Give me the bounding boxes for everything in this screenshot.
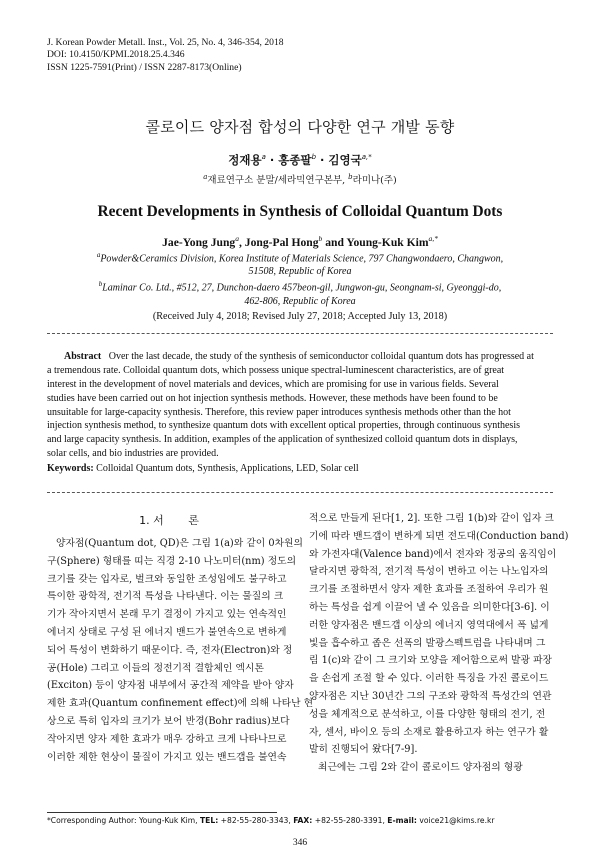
keywords-text: Colloidal Quantum dots, Synthesis, Applications, LED, Solar cell (96, 463, 359, 474)
author-separator: and (322, 235, 347, 249)
keywords (47, 463, 553, 474)
body-column-left (47, 510, 314, 766)
body-column-right (309, 510, 569, 777)
body-line: 양자점은 지난 30년간 그의 구조와 광학적 특성간의 연관 (309, 690, 552, 702)
english-title: Recent Developments in Synthesis of Colloidal Quantum Dots (97, 203, 503, 220)
body-line: 자, 센서, 바이오 등의 소재로 활용하고자 하는 연구가 활 (309, 726, 549, 738)
korean-authors (0, 152, 600, 168)
body-line: 달라지면 광학적, 전기적 특성이 변하고 이는 나노입자의 (309, 566, 549, 578)
body-line: 에너지 상태로 구성 된 에너지 밴드가 불연속으로 변하게 (47, 626, 287, 638)
body-line: 제한 효과(Quantum confinement effect)에 의해 나타난 현 (47, 698, 314, 710)
body-line: 되어 특성이 변화하기 때문이다. 즉, 전자(Electron)와 정 (47, 644, 293, 656)
body-line: 러한 양자점은 밴드갭 이상의 에너지 영역대에서 폭 넓게 (309, 619, 549, 631)
body-line: 공(Hole) 그리고 이들의 정전기적 결합체인 엑시톤 (47, 662, 264, 674)
english-affiliations (80, 249, 520, 308)
affiliation-b-line (80, 278, 520, 294)
author-name: 홍종팔 (278, 153, 312, 167)
affiliation-b-line2: 462-806, Republic of Korea (244, 295, 356, 307)
author-sup: b (311, 153, 317, 162)
abstract-line: unsuitable for large-capacity synthesis. Therefore, this review paper introduces synthesis methods other than the hot (47, 406, 511, 418)
abstract-line: interest in the development of novel materials and devices, which are promising for use in various fields. Several (47, 378, 499, 390)
received-dates: (Received July 4, 2018; Revised July 27, 2018; Accepted July 13, 2018) (152, 311, 448, 322)
body-line: 기가 작아지면서 본래 무기 결정이 가지고 있는 연속적인 (47, 609, 287, 621)
affil-sup: b (348, 172, 353, 181)
body-line: 하는 특성을 쉽게 이끌어 낼 수 있음을 의미한다[3-6]. 이 (309, 601, 550, 613)
affiliation-b-text: Laminar Co. Ltd., #512, 27, Dunchon-daero 457beon-gil, Jungwon-gu, Seongnam-si, Gyeonggi-do, (102, 282, 502, 294)
body-line: (Exciton) 등이 양자점 내부에서 공간적 제약을 받아 양자 (47, 680, 294, 692)
footnote-rule (47, 812, 277, 813)
english-authors (0, 234, 600, 249)
abstract (47, 350, 553, 461)
abstract-line: a tremendous rate. Colloidal quantum dots, which possess unique spectral-luminescent characteristics, are of great (47, 364, 505, 376)
author-sup: a,* (428, 234, 438, 243)
abstract-label: Abstract (64, 351, 102, 362)
body-line: 빛을 흡수하고 좁은 선폭의 발광스펙트럼을 나타내며 그 (309, 637, 546, 649)
abstract-line: and large capacity synthesis. In addition, examples of the application of synthesized colloid quantum dots in displays, (47, 434, 518, 446)
section-heading: 1. 서 론 (139, 514, 199, 527)
page-number: 346 (292, 838, 308, 848)
abstract-text: Over the last decade, the study of the synthesis of semiconductor colloidal quantum dots has progressed at (108, 351, 534, 362)
tel-label: TEL: (199, 816, 219, 825)
abstract-first-line (47, 350, 553, 364)
doi: DOI: 10.4150/KPMI.2018.25.4.346 (47, 49, 185, 61)
body-line: 크기를 갖는 입자로, 벌크와 동일한 조성임에도 불구하고 (47, 573, 287, 585)
affiliation-b: 라미나(주) (352, 175, 397, 186)
journal-info (47, 37, 567, 74)
author-separator: · (265, 153, 279, 167)
fax-number: +82-55-280-3391, (312, 816, 388, 825)
author-name: Jong-Pal Hong (244, 235, 319, 249)
body-line: 성을 체계적으로 분석하고, 이를 다양한 형태의 전기, 전 (309, 708, 546, 720)
body-line: 크기를 조절하면서 양자 제한 효과를 조절하여 우리가 원 (309, 584, 549, 596)
korean-affiliations (0, 172, 600, 186)
body-line: 와 가전자대(Valence band)에서 전자와 정공의 움직임이 (309, 548, 557, 560)
body-line: 작아지면 양자 제한 효과가 매우 강하고 크게 나타나므로 (47, 733, 287, 745)
affil-sup: a (96, 251, 101, 259)
author-name: Jae-Yong Jung (162, 235, 236, 249)
issn: ISSN 1225-7591(Print) / ISSN 2287-8173(Online) (47, 61, 242, 73)
abstract-line: solar cells, and bio industries are provided. (47, 448, 219, 460)
abstract-line: injection synthesis method, to synthesize quantum dots with excellent optical properties, through continuous synthesis (47, 420, 520, 432)
body-line: 상으로 특히 입자의 크기가 보어 반경(Bohr radius)보다 (47, 715, 290, 727)
body-line: 기에 따라 밴드갭이 변하게 되면 전도대(Conduction band) (309, 530, 569, 542)
email-address: voice21@kims.re.kr (416, 816, 495, 825)
divider (47, 333, 553, 334)
author-separator: · (316, 153, 329, 167)
footnote-text: *Corresponding Author: Young-Kuk Kim, (47, 816, 200, 825)
affiliation-a-line (80, 249, 520, 265)
author-sup: a,* (361, 153, 372, 162)
journal-citation: J. Korean Powder Metall. Inst., Vol. 25, No. 4, 346-354, 2018 (47, 37, 284, 48)
author-name: 정재용 (228, 153, 262, 167)
keywords-label: Keywords: (47, 463, 94, 474)
abstract-line: studies have been carried out on hot injection synthesis methods. However, these methods have been found to be (47, 392, 498, 404)
affiliation-a-line2: 51508, Republic of Korea (248, 266, 352, 278)
author-sup: a (261, 153, 266, 162)
body-line: 적으로 만들게 된다[1, 2]. 또한 그림 1(b)와 같이 입자 크 (309, 513, 554, 524)
author-sup: a (235, 234, 239, 243)
body-line: 발히 진행되어 왔다[7-9]. (309, 744, 418, 756)
affiliation-a-text: Powder&Ceramics Division, Korea Institute of Materials Science, 797 Changwondaero, Changwon, (100, 253, 504, 265)
author-name: 김영국 (328, 153, 362, 167)
body-line: 이러한 제한 현상이 물질이 가지고 있는 밴드갭을 불연속 (47, 751, 287, 763)
body-line: 양자점(Quantum dot, QD)은 그림 1(a)와 같이 0차원의 (56, 538, 303, 549)
body-line: 을 손쉽게 조절 할 수 있다. 이러한 특징을 가진 콜로이드 (309, 673, 549, 685)
body-line: 최근에는 그림 2와 같이 콜로이드 양자점의 형광 (318, 762, 523, 774)
author-separator: , (238, 235, 245, 249)
divider (47, 492, 553, 493)
author-sup: b (318, 234, 323, 243)
body-line: 특이한 광학적, 전기적 특성을 나타낸다. 이는 물질의 크 (47, 591, 284, 603)
affil-sup: b (98, 280, 103, 289)
author-name: Young-Kuk Kim (346, 235, 429, 249)
email-label: E-mail: (387, 816, 417, 825)
tel-number: +82-55-280-3343, (218, 816, 294, 825)
body-line: 림 1(c)와 같이 그 크기와 모양을 제어함으로써 발광 파장 (309, 655, 553, 667)
fax-label: FAX: (293, 816, 313, 825)
corresponding-author-footnote (47, 816, 553, 825)
body-line: 구(Sphere) 형태를 띠는 직경 2-10 나노미터(nm) 정도의 (47, 555, 297, 567)
affiliation-a: 재료연구소 분말/세라믹연구본부, (207, 175, 349, 186)
affil-sup: a (203, 172, 208, 181)
korean-title: 콜로이드 양자점 합성의 다양한 연구 개발 동향 (145, 118, 455, 136)
